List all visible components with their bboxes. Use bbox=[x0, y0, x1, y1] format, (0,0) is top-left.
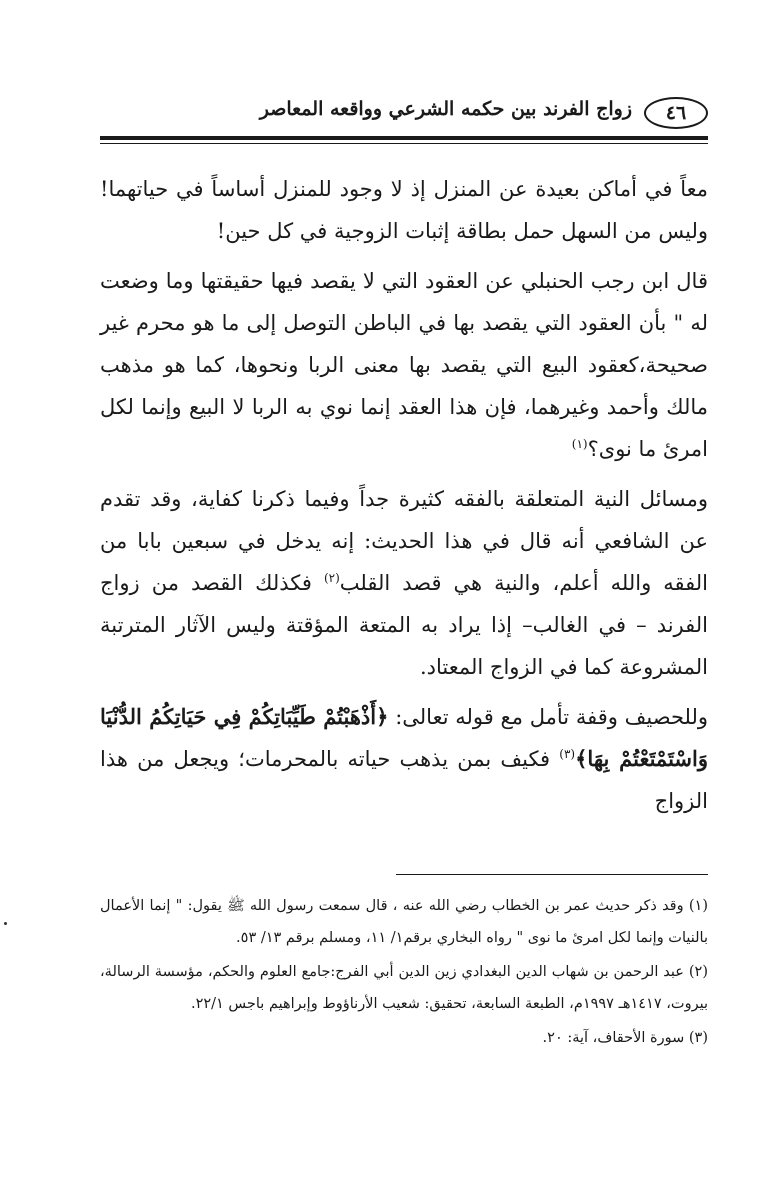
header-rule-thick bbox=[100, 136, 708, 140]
page-number: ٤٦ bbox=[644, 97, 708, 129]
footnote-ref-2: (٢) bbox=[323, 571, 340, 585]
page-header bbox=[100, 94, 708, 134]
paragraph-4-text-a: وللحصيف وقفة تأمل مع قوله تعالى: bbox=[395, 705, 708, 729]
quran-verse: ﴿أَذْهَبْتُمْ طَيِّبَاتِكُمْ فِي حَيَاتِكُمُ الدُّنْيَا وَاسْتَمْتَعْتُمْ بِهَا﴾ bbox=[100, 704, 708, 771]
paragraph-2 bbox=[100, 260, 708, 470]
paragraph-3-text-a: ومسائل النية المتعلقة بالفقه كثيرة جداً وفيما ذكرنا كفاية، وقد تقدم عن الشافعي أنه قال في هذا الحديث: إنه يدخل في سبعين بابا من الفقه والله أعلم، والنية هي قصد القلب bbox=[100, 487, 708, 595]
main-text bbox=[100, 168, 708, 822]
footnote-1: (١) وقد ذكر حديث عمر بن الخطاب رضي الله عنه ، قال سمعت رسول الله ﷺ يقول: " إنما الأعمال بالنيات وإنما لكل امرئ ما نوى " رواه البخاري برقم١/ ١١، ومسلم برقم ١٣/ ٥٣. bbox=[100, 898, 708, 946]
paragraph-3 bbox=[100, 478, 708, 688]
paragraph-4 bbox=[100, 696, 708, 822]
paragraph-1: معاً في أماكن بعيدة عن المنزل إذ لا وجود للمنزل أساساً في حياتهما! وليس من السهل حمل بطاقة إثبات الزوجية في كل حين! bbox=[100, 177, 708, 243]
footnote-2: (٢) عبد الرحمن بن شهاب الدين البغدادي زين الدين أبي الفرج:جامع العلوم والحكم، مؤسسة الرسالة، بيروت، ١٤١٧هـ ١٩٩٧م، الطبعة السابعة، تحقيق: شعيب الأرناؤوط وإبراهيم باجس ٢٢/١. bbox=[100, 964, 708, 1012]
paragraph-2-text: قال ابن رجب الحنبلي عن العقود التي لا يقصد فيها حقيقتها وما وضعت له " بأن العقود التي يقصد بها في الباطن التوصل إلى ما هو محرم غير صحيحة،كعقود البيع التي يقصد بها معنى الربا ونحوها، كما هو مذهب مالك وأحمد وغيرهما، فإن هذا العقد إنما نوي به الربا لا البيع وإنما لكل امرئ ما نوى؟ bbox=[100, 269, 708, 461]
paragraph-3-text-b: فكذلك القصد من زواج الفرند – في الغالب– إذا يراد به المتعة المؤقتة وليس الآثار المترتبة المشروعة كما في الزواج المعتاد. bbox=[100, 571, 708, 679]
header-rule-thin bbox=[100, 143, 708, 144]
footnote-3: (٣) سورة الأحقاف، آية: ٢٠. bbox=[542, 1030, 708, 1046]
running-title: زواج الفرند بين حكمه الشرعي وواقعه المعاصر bbox=[259, 98, 632, 120]
footnote-separator bbox=[396, 874, 708, 875]
margin-dot bbox=[4, 922, 7, 925]
footnote-ref-3: (٣) bbox=[559, 747, 576, 761]
footnote-ref-1: (١) bbox=[571, 437, 588, 451]
paragraph-4-text-b: فكيف بمن يذهب حياته بالمحرمات؛ ويجعل من هذا الزواج bbox=[100, 747, 708, 813]
footnotes bbox=[100, 890, 708, 1056]
